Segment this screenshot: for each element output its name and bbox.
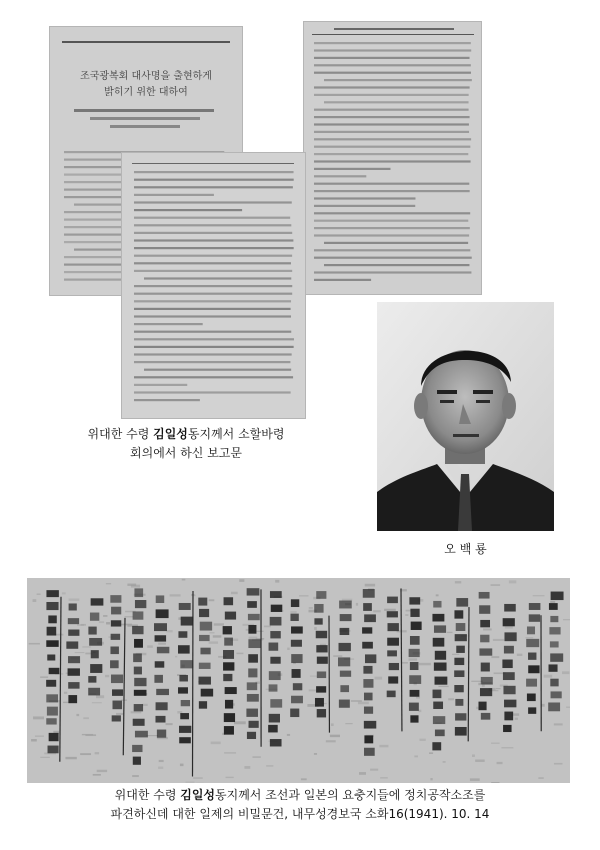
report-cover-title-1: 조국광복회 대사명을 출현하게: [80, 71, 212, 82]
report-text-page-middle: [122, 153, 305, 418]
report-caption-line-1: 위대한 수령 김일성동지께서 소할바령: [87, 427, 285, 441]
report-caption: [56, 425, 316, 463]
report-right-text-lines: [304, 22, 481, 294]
secret-document-caption-line-1: 위대한 수령 김일성동지께서 조선과 일본의 요충지들에 정치공작소조를: [114, 788, 486, 802]
portrait-figure: [377, 302, 554, 531]
report-caption-line-2: 회의에서 하신 보고문: [130, 446, 242, 460]
report-cover-title-2: 밝히기 위한 대하여: [104, 87, 188, 98]
portrait-photo: [377, 302, 554, 531]
report-text-page-right: [304, 22, 481, 294]
secret-document-handwriting: [27, 578, 570, 783]
secret-document-caption-line-2: 파견하신데 대한 일제의 비밀문건, 내무성경보국 소화16(1941). 10. 14: [110, 807, 490, 821]
secret-document-caption: [40, 786, 560, 824]
portrait-caption: 오 백 룡: [444, 542, 487, 556]
report-middle-text-lines: [122, 153, 305, 418]
secret-document-photo: [27, 578, 570, 783]
